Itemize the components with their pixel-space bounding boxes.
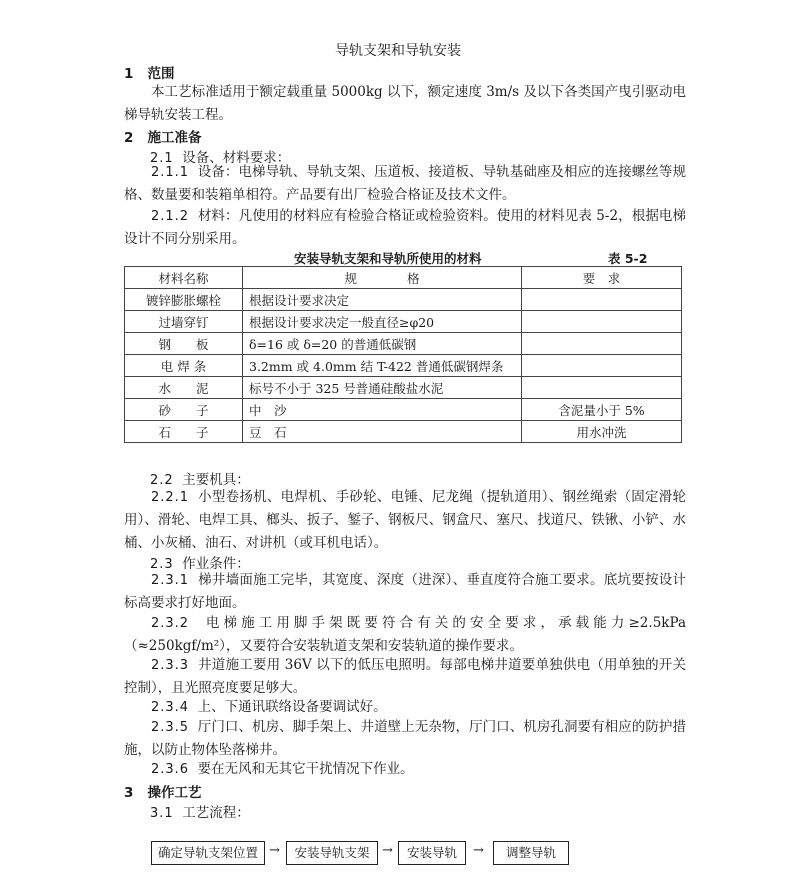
flow-arrow-icon: → [473,843,484,858]
clause-text: 上、下通讯联络设备要调试好。 [197,699,387,715]
section-title: 施工准备 [147,130,202,146]
clause-2-2-1 [124,486,686,555]
table-row [125,377,682,399]
table-cell: 钢 板 [125,333,243,355]
clause-text: 作业条件： [182,556,250,572]
clause-number: 2.2.1 [151,490,190,505]
clause-2-1-1 [124,161,686,207]
clause-text: 梯井墙面施工完毕，其宽度、深度（进深）、垂直度符合施工要求。底坑要按设计标高要求打好地面。 [124,572,686,611]
table-cell: 标号不小于 325 号普通硅酸盐水泥 [243,377,522,399]
clause-text: 要在无风和无其它干扰情况下作业。 [197,761,414,777]
flow-step-4: 调整导轨 [493,841,569,865]
table-cell: δ=16 或 δ=20 的普通低碳钢 [243,333,522,355]
subsection-3-1 [150,801,250,821]
clause-number: 3.1 [150,806,174,821]
table-row [125,333,682,355]
clause-2-3-2 [124,612,686,658]
table-cell: 电 焊 条 [125,355,243,377]
table-row [125,289,682,311]
clause-text: 井道施工要用 36V 以下的低压电照明。每部电梯井道要单独供电（用单独的开关控制），且光照亮度要足够大。 [124,657,686,696]
clause-number: 2.2 [150,473,174,488]
clause-text: 主要机具： [182,472,250,488]
table-cell: 豆 石 [243,421,522,443]
clause-2-3-5 [124,716,686,762]
clause-text: 小型卷扬机、电焊机、手砂轮、电锤、尼龙绳（提轨道用）、钢丝绳索（固定滑轮用）、滑轮、电焊工具、榔头、扳子、錾子、钢板尺、钢盒尺、塞尺、找道尺、铁锹、小铲、水桶、小灰桶、油石、对讲机（或耳机电话）。 [124,489,686,551]
table-caption: 安装导轨支架和导轨所使用的材料 [294,251,482,266]
section-1-text: 本工艺标准适用于额定载重量 5000kg 以下，额定速度 3m/s 及以下各类国产曳引驱动电梯导轨安装工程。 [124,84,686,123]
clause-text: 设备：电梯导轨、导轨支架、压道板、接道板、导轨基础座及相应的连接螺丝等规格、数量要和装箱单相符。产品要有出厂检验合格证及技术文件。 [124,164,686,203]
header-cell: 材料名称 [125,267,243,289]
table-cell: 水 泥 [125,377,243,399]
table-cell [522,355,682,377]
section-number: 2 [124,130,134,146]
clause-2-3-1 [124,569,686,615]
clause-number: 2.3.4 [151,700,190,715]
flow-step-1: 确定导轨支架位置 [151,841,265,865]
table-cell: 中 沙 [243,399,522,421]
subsection-2-2 [150,468,250,488]
clause-number: 2.3.3 [151,658,190,673]
table-cell: 镀锌膨胀螺栓 [125,289,243,311]
section-number: 1 [124,66,134,82]
clause-text: 电梯施工用脚手架既要符合有关的安全要求，承载能力≥2.5kPa（≈250kgf/m²），又要符合安装轨道支架和安装轨道的操作要求。 [124,615,686,654]
materials-table [124,266,682,443]
table-cell: 过墙穿钉 [125,311,243,333]
flow-arrow-icon: → [269,843,280,858]
table-row [125,399,682,421]
table-number: 表 5-2 [608,251,648,266]
section-3-heading [124,781,202,801]
clause-2-3-6 [124,758,686,781]
clause-number: 2.3.6 [151,762,190,777]
table-row [125,355,682,377]
clause-number: 2.3.1 [151,573,190,588]
table-cell: 含泥量小于 5% [522,399,682,421]
table-cell: 砂 子 [125,399,243,421]
clause-2-3-3 [124,654,686,700]
section-number: 3 [124,785,134,801]
header-cell: 规 格 [243,267,522,289]
clause-number: 2.3.2 [151,616,190,631]
table-cell: 根据设计要求决定 [243,289,522,311]
clause-text: 工艺流程： [182,805,250,821]
section-title: 操作工艺 [147,785,202,801]
table-header-row [125,267,682,289]
table-row [125,421,682,443]
table-cell: 根据设计要求决定一般直径≥φ20 [243,311,522,333]
flow-arrow-icon: → [382,843,393,858]
clause-text: 设备、材料要求： [182,150,291,166]
table-cell [522,377,682,399]
clause-number: 2.1 [150,151,174,166]
header-cell: 要 求 [522,267,682,289]
flow-step-2: 安装导轨支架 [286,841,378,865]
table-cell [522,289,682,311]
clause-text: 材料：凡使用的材料应有检验合格证或检验资料。使用的材料见表 5-2，根据电梯设计不同分别采用。 [124,208,686,247]
clause-2-1-2 [124,205,686,251]
section-1-heading [124,62,175,82]
clause-number: 2.3 [150,557,174,572]
table-cell [522,311,682,333]
table-row [125,311,682,333]
document-title: 导轨支架和导轨安装 [335,43,461,59]
section-2-heading [124,126,202,146]
clause-number: 2.1.1 [151,165,190,180]
table-cell: 石 子 [125,421,243,443]
section-title: 范围 [147,66,175,82]
clause-number: 2.1.2 [151,209,190,224]
table-cell: 3.2mm 或 4.0mm 结 T-422 普通低碳钢焊条 [243,355,522,377]
flow-step-3: 安装导轨 [398,841,466,865]
clause-text: 厅门口、机房、脚手架上、井道壁上无杂物，厅门口、机房孔洞要有相应的防护措施，以防止物体坠落梯井。 [124,719,686,758]
clause-number: 2.3.5 [151,720,190,735]
table-cell [522,333,682,355]
table-cell: 用水冲洗 [522,421,682,443]
